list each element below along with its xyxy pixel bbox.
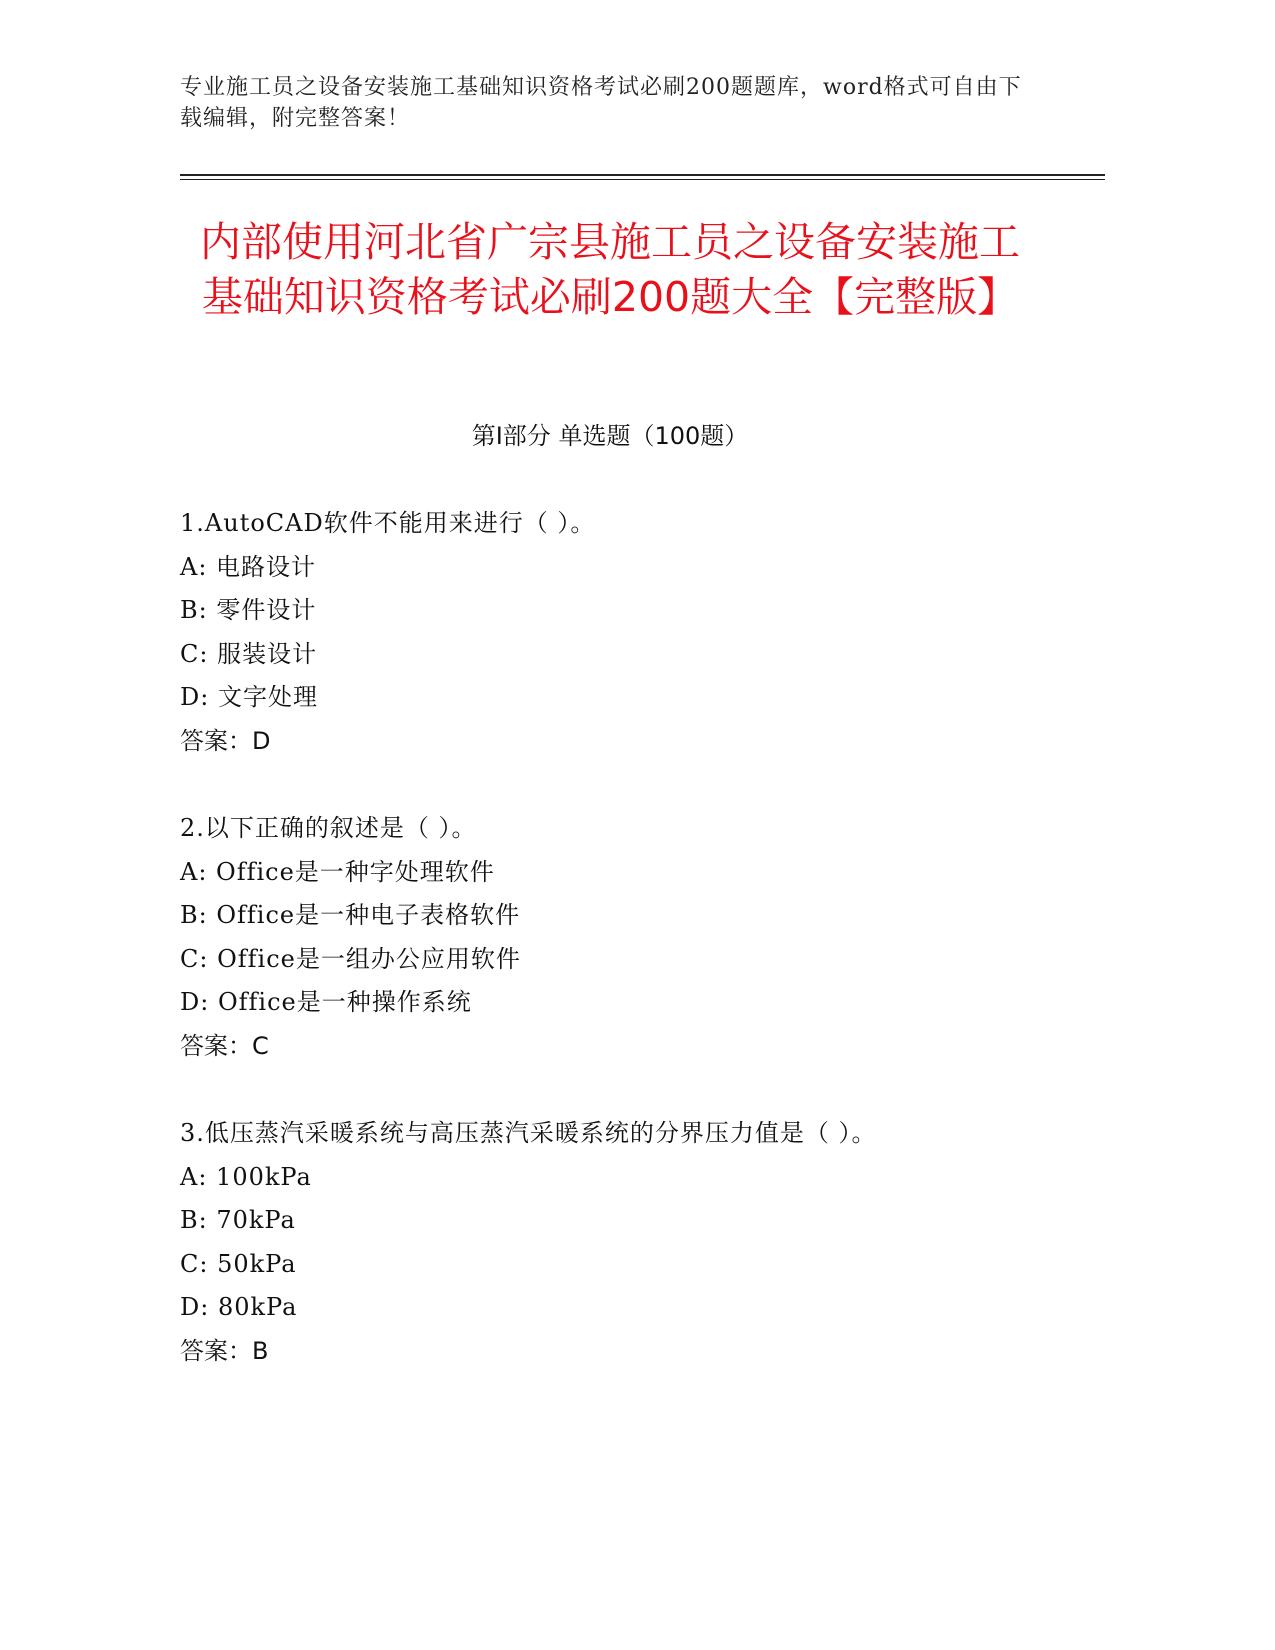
answer-label: 答案： xyxy=(180,1336,252,1365)
answer-line xyxy=(180,720,1080,764)
option-d: D: Office是一种操作系统 xyxy=(180,988,472,1016)
option-d: D: 80kPa xyxy=(180,1293,298,1321)
header-divider-thin xyxy=(180,179,1105,180)
question-1 xyxy=(180,502,1080,763)
option-c: C: Office是一组办公应用软件 xyxy=(180,944,521,973)
answer-label: 答案： xyxy=(180,726,252,755)
option-b: B: 零件设计 xyxy=(180,596,317,624)
answer-value: C xyxy=(252,1031,269,1060)
header-note: 专业施工员之设备安装施工基础知识资格考试必刷200题题库，word格式可自由下载编辑，附完整答案！ xyxy=(180,75,1022,131)
option-b: B: Office是一种电子表格软件 xyxy=(180,901,521,929)
option-c: C: 50kPa xyxy=(180,1249,297,1278)
option-a: A: Office是一种字处理软件 xyxy=(180,857,495,886)
question-stem: 2.以下正确的叙述是（ ）。 xyxy=(180,814,477,842)
answer-value: D xyxy=(252,726,271,755)
option-a: A: 电路设计 xyxy=(180,552,317,581)
header-divider-thick xyxy=(180,174,1105,176)
option-b: B: 70kPa xyxy=(180,1206,296,1234)
answer-value: B xyxy=(252,1336,269,1365)
question-stem: 1.AutoCAD软件不能用来进行（ ）。 xyxy=(180,509,596,537)
option-c: C: 服装设计 xyxy=(180,639,318,668)
question-2 xyxy=(180,807,1080,1068)
option-d: D: 文字处理 xyxy=(180,683,318,711)
answer-line xyxy=(180,1025,1080,1069)
answer-label: 答案： xyxy=(180,1031,252,1060)
section-title: 第Ⅰ部分 单选题（100题） xyxy=(471,422,749,450)
document-title: 内部使用河北省广宗县施工员之设备安装施工基础知识资格考试必刷200题大全【完整版】 xyxy=(200,218,1020,321)
answer-line xyxy=(180,1330,1080,1374)
option-a: A: 100kPa xyxy=(180,1162,312,1191)
question-3 xyxy=(180,1112,1080,1373)
question-stem: 3.低压蒸汽采暖系统与高压蒸汽采暖系统的分界压力值是（ ）。 xyxy=(180,1119,877,1147)
